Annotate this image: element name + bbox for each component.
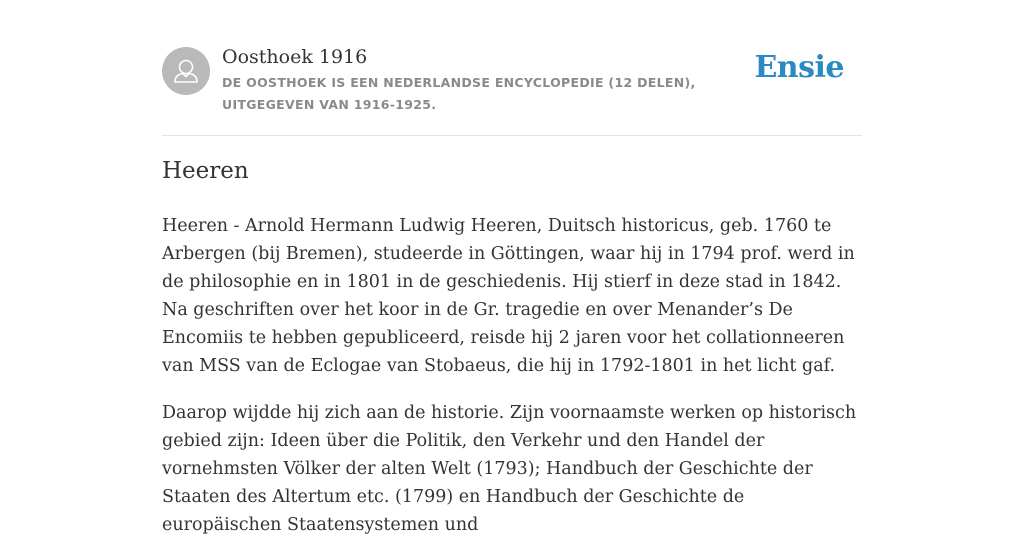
source-title[interactable]: Oosthoek 1916	[222, 46, 368, 68]
source-header	[162, 44, 862, 136]
user-icon	[162, 47, 210, 95]
source-avatar[interactable]	[162, 47, 210, 95]
source-description: DE OOSTHOEK IS EEN NEDERLANDSE ENCYCLOPEDIE (12 DELEN), UITGEGEVEN VAN 1916-1925.	[222, 75, 696, 112]
article-paragraph-1: Heeren - Arnold Hermann Ludwig Heeren, Duitsch historicus, geb. 1760 te Arbergen (bij Bremen), studeerde in Göttingen, waar hij in 1794 prof. werd in de philosophie en in 1801 in de geschiedenis. Hij stierf in deze stad in 1842. Na geschriften over het koor in de Gr. tragedie en over Menander’s De Encomiis te hebben gepubliceerd, reisde hij 2 jaren voor het collationneeren van MSS van de Eclogae van Stobaeus, die hij in 1792-1801 in het licht gaf.	[162, 216, 855, 376]
article-body	[162, 212, 867, 558]
article-paragraph-2: Daarop wijdde hij zich aan de historie. Zijn voornaamste werken op historisch gebied zijn: Ideen über die Politik, den Verkehr und den Handel der vornehmsten Völker der alten Welt (1793); Handbuch der Geschichte der Staaten des Altertum etc. (1799) en Handbuch der Geschichte de europäischen Staatensystemen und	[162, 403, 857, 535]
ensie-logo[interactable]: Ensie	[754, 50, 844, 85]
article-title: Heeren	[162, 158, 249, 184]
